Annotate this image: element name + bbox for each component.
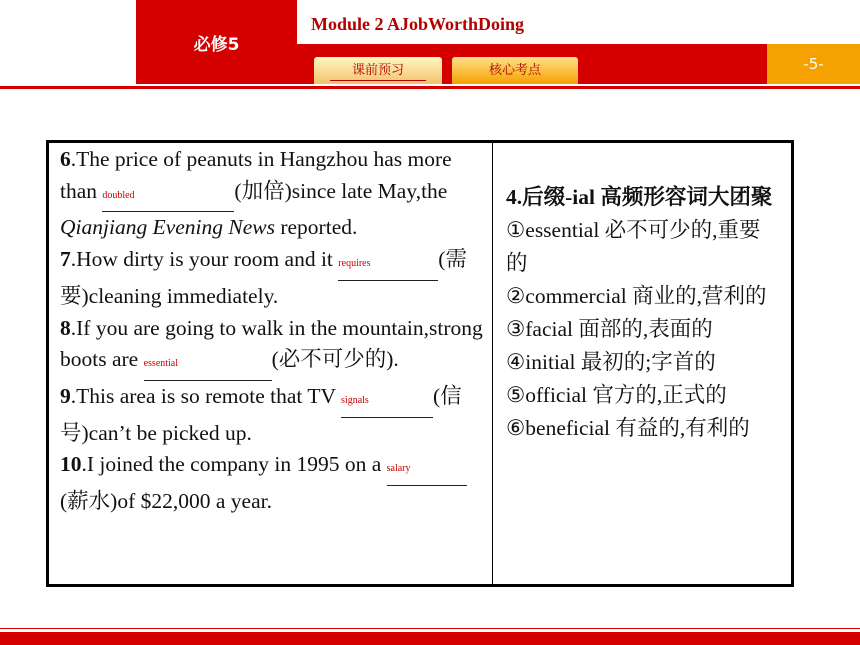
question-number: 8: [60, 315, 71, 340]
vocabulary-item: ③facial 面部的,表面的: [506, 317, 713, 341]
question-text: reported.: [274, 215, 358, 240]
tab-key-points[interactable]: [452, 57, 578, 84]
tab-preview-label: 课前预习: [330, 63, 426, 81]
question-number: 9: [60, 383, 71, 408]
question-text: .This area is so remote that TV: [70, 383, 342, 408]
question-8: [60, 313, 488, 381]
answer-blank[interactable]: [144, 344, 272, 381]
vocabulary-item: ①essential 必不可少的,重要的: [506, 218, 761, 275]
vocabulary-item: ④initial 最初的;字首的: [506, 350, 716, 374]
vocabulary-item: ②commercial 商业的,营利的: [506, 284, 767, 308]
answer-text: doubled: [102, 189, 135, 201]
vocabulary-item: ⑤official 官方的,正式的: [506, 383, 727, 407]
question-text: (加倍)since late May,the: [234, 178, 448, 203]
question-text: (薪水)of $22,000 a year.: [60, 489, 272, 514]
question-number: 7: [60, 247, 71, 272]
answer-blank[interactable]: [387, 449, 467, 486]
question-text: .If you are going to walk in the mountain,strong boots are: [60, 315, 483, 372]
course-label: 必修5: [193, 35, 240, 55]
page-number: -5-: [803, 55, 824, 73]
question-7: [60, 244, 488, 312]
tab-preview[interactable]: [314, 57, 442, 84]
footer-band: [0, 632, 860, 645]
answer-blank[interactable]: [341, 381, 433, 418]
header-rule: [0, 86, 860, 89]
question-number: 6: [60, 147, 71, 171]
vocabulary-heading: 4.后缀-ial 高频形容词大团聚: [506, 185, 773, 209]
tab-key-points-label: 核心考点: [488, 63, 541, 78]
question-10: [60, 449, 488, 517]
question-text: (需要)cleaning immediately.: [60, 247, 467, 308]
column-divider: [492, 143, 493, 584]
question-6: [60, 144, 488, 244]
vocabulary-item: ⑥beneficial 有益的,有利的: [506, 416, 750, 440]
answer-text: signals: [341, 394, 369, 406]
answer-text: requires: [338, 258, 371, 270]
question-number: 10: [60, 452, 82, 477]
exercise-column: [60, 144, 488, 518]
vocabulary-column: [506, 181, 781, 445]
newspaper-name: Qianjiang Evening News: [60, 215, 275, 240]
question-text: .The price of peanuts in Hangzhou has more than: [60, 147, 452, 203]
question-text: (必不可少的).: [271, 347, 399, 372]
answer-text: essential: [143, 358, 179, 370]
answer-text: salary: [386, 463, 411, 475]
answer-blank[interactable]: [338, 244, 438, 281]
question-text: .I joined the company in 1995 on a: [81, 452, 387, 477]
header-blank-area: [0, 0, 136, 84]
answer-blank[interactable]: [102, 176, 234, 213]
question-9: [60, 381, 488, 449]
module-title: Module 2 AJobWorthDoing: [311, 14, 525, 34]
question-text: (信号)can’t be picked up.: [60, 383, 462, 445]
footer-rule-thin: [0, 628, 860, 629]
question-text: .How dirty is your room and it: [70, 247, 339, 272]
